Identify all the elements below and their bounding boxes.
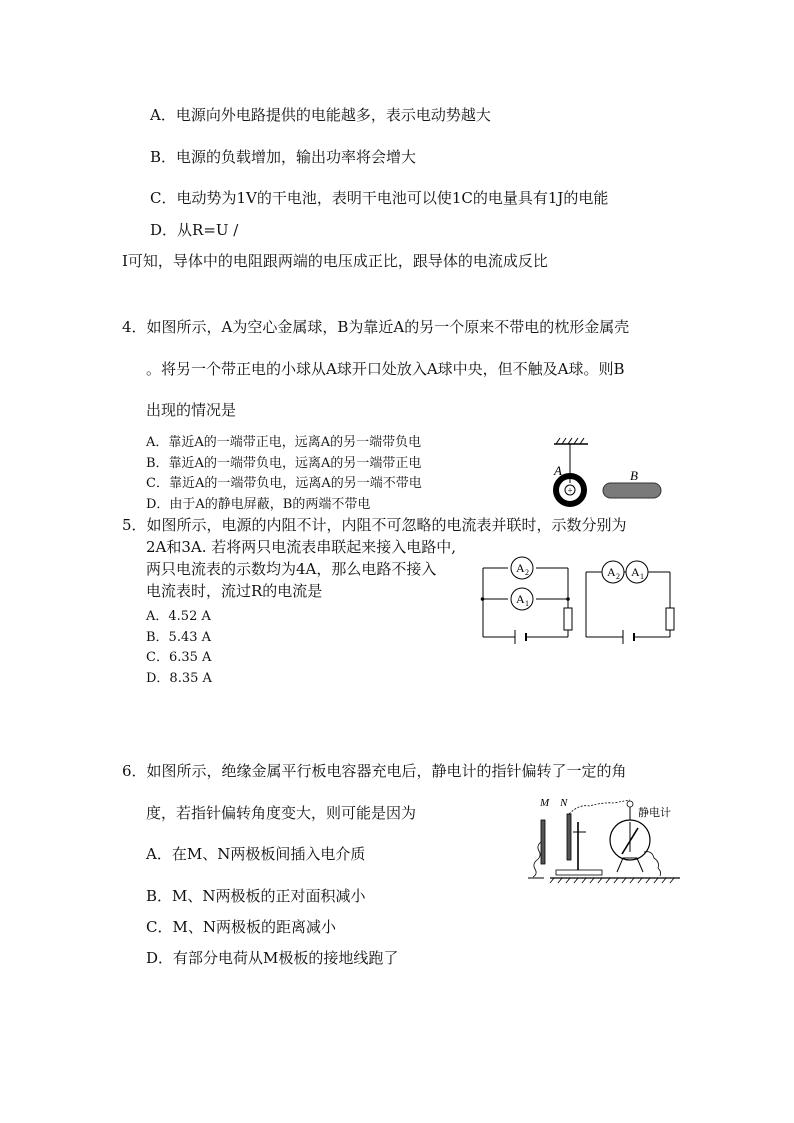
q6-plate-m xyxy=(541,820,545,864)
q5-ammeter-a2-left-sub: 2 xyxy=(525,568,529,577)
q4-pillow-conductor-b xyxy=(603,483,661,498)
prev-option-d-continuation: I可知，导体中的电阻跟两端的电压成正比，跟导体的电流成反比 xyxy=(122,252,548,270)
q5-ammeter-a1-left-sub: 1 xyxy=(525,599,529,608)
q4-option-a: A．靠近A的一端带正电，远离A的另一端带负电 xyxy=(146,435,422,450)
q4-figure xyxy=(540,434,670,514)
q6-option-d: D．有部分电荷从M极板的接地线跑了 xyxy=(146,949,399,967)
q5-ammeter-a2-right-label: A xyxy=(607,565,616,579)
q6-option-b: B．M、N两极板的正对面积减小 xyxy=(146,887,366,905)
q5-ammeter-a2-left-label: A xyxy=(516,561,525,575)
prev-option-b: B．电源的负载增加，输出功率将会增大 xyxy=(150,148,417,166)
q5-resistor-right xyxy=(666,608,674,630)
q4-label-b: B xyxy=(630,468,638,483)
q5-option-b: B．5.43 A xyxy=(146,630,212,645)
q6-stem-line-1: 6．如图所示，绝缘金属平行板电容器充电后，静电计的指针偏转了一定的角 xyxy=(122,762,627,780)
q5-option-a: A．4.52 A xyxy=(146,609,211,624)
q5-option-c: C．6.35 A xyxy=(146,650,212,665)
q5-option-d: D．8.35 A xyxy=(146,671,212,686)
q6-connecting-wire xyxy=(569,800,630,814)
q4-stem-line-1: 4．如图所示，A为空心金属球，B为靠近A的另一个原来不带电的枕形金属壳 xyxy=(122,318,630,336)
q4-ceiling-hatch xyxy=(556,438,584,444)
q6-label-m: M xyxy=(540,797,550,809)
q5-junction-left xyxy=(481,597,485,601)
q4-stem-line-2: 。将另一个带正电的小球从A球开口处放入A球中央，但不触及A球。则B xyxy=(146,360,625,378)
q6-label-n: N xyxy=(560,797,568,809)
q6-ground-hatch xyxy=(550,878,674,883)
q4-option-b: B．靠近A的一端带负电，远离A的另一端带正电 xyxy=(146,456,422,471)
prev-option-c: C．电动势为1V的干电池，表明干电池可以使1C的电量具有1J的电能 xyxy=(150,189,609,207)
prev-option-a: A．电源向外电路提供的电能越多，表示电动势越大 xyxy=(150,106,491,124)
q5-ammeter-a2-right-sub: 2 xyxy=(616,572,620,581)
q6-ground-wire-meter xyxy=(644,852,661,876)
q6-option-a: A．在M、N两极板间插入电介质 xyxy=(146,845,366,863)
q6-ground-wire-m xyxy=(533,842,541,877)
q5-junction-right xyxy=(566,597,570,601)
q4-stem-line-3: 出现的情况是 xyxy=(146,401,237,419)
q6-stand-base xyxy=(556,870,602,875)
q5-resistor-left xyxy=(564,608,572,630)
q6-option-c: C．M、N两极板的距离减小 xyxy=(146,918,336,936)
q4-charge-sign: + xyxy=(567,485,573,496)
q6-electrometer-knob xyxy=(627,801,633,807)
q5-stem-line-4: 电流表时，流过R的电流是 xyxy=(146,582,323,600)
q5-stem-line-1: 5．如图所示，电源的内阻不计，内阻不可忽略的电流表并联时，示数分别为 xyxy=(122,516,627,534)
q6-stem-line-2: 度，若指针偏转角度变大，则可能是因为 xyxy=(146,804,417,822)
q5-ammeter-a1-right-label: A xyxy=(631,565,640,579)
q6-plate-n xyxy=(567,814,571,860)
q4-option-c: C．靠近A的一端带负电，远离A的另一端不带电 xyxy=(146,476,422,491)
prev-option-d: D．从R=U / xyxy=(150,221,239,239)
q5-ammeter-a1-left-label: A xyxy=(516,592,525,606)
q5-circuit-series xyxy=(586,572,670,637)
q5-figure xyxy=(478,552,688,652)
q5-stem-line-3: 两只电流表的示数均为4A，那么电路不接入 xyxy=(146,560,437,578)
q5-ammeter-a1-right-sub: 1 xyxy=(640,572,644,581)
q4-option-d: D．由于A的静电屏蔽，B的两端不带电 xyxy=(146,497,371,512)
q5-stem-line-2: 2A和3A. 若将两只电流表串联起来接入电路中, xyxy=(146,538,457,556)
q6-electrometer-label: 静电计 xyxy=(638,807,671,819)
q4-label-a: A xyxy=(554,463,562,478)
q6-figure xyxy=(520,792,685,884)
